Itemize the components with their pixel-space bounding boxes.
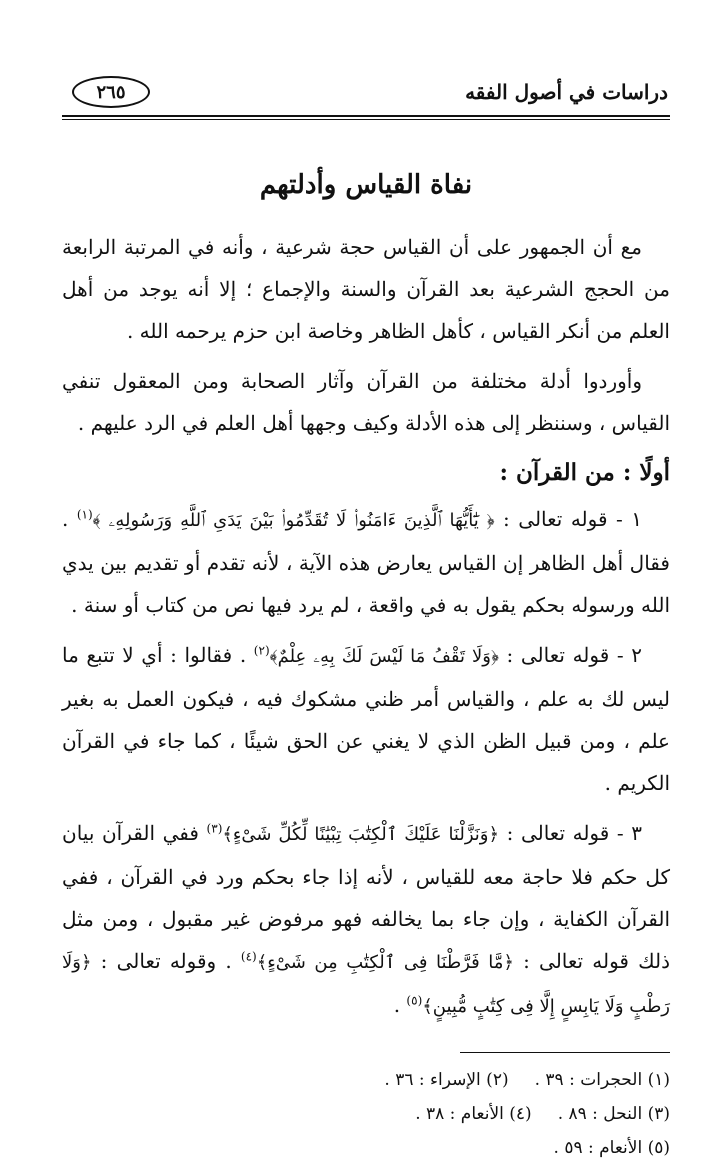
item-3-verse-2: ﴿مَّا فَرَّطْنَا فِى ٱلْكِتَٰبِ مِن شَىْءٍ﴾	[256, 952, 514, 973]
book-page	[62, 60, 670, 1165]
item-3	[62, 812, 670, 1028]
paragraph-intro: مع أن الجمهور على أن القياس حجة شرعية ، وأنه في المرتبة الرابعة من الحجج الشرعية بعد القرآن والسنة والإجماع ؛ إلا أنه يوجد من أهل العلم من أنكر القياس ، كأهل الظاهر وخاصة ابن حزم يرحمه الله .	[62, 235, 670, 343]
footnote-row	[62, 1131, 670, 1165]
footnote-5: (٥) الأنعام : ٥٩ .	[553, 1138, 670, 1158]
item-3-footnote-ref[interactable]: (٣)	[206, 821, 223, 836]
item-3-lead: ٣ - قوله تعالى :	[499, 821, 642, 845]
item-1-rest: فقال أهل الظاهر إن القياس يعارض هذه الآية ، لأنه تقدم أو تقديم بين يدي الله ورسوله بحكم يقول به في واقعة ، لم يرد فيها نص من كتاب أو سنة .	[62, 551, 670, 617]
item-3-verse: ﴿وَنَزَّلْنَا عَلَيْكَ ٱلْكِتَٰبَ تِبْيَٰنًا لِّكُلِّ شَىْءٍ﴾	[222, 824, 500, 845]
footnote-4: (٤) الأنعام : ٣٨ .	[415, 1104, 532, 1124]
item-1-verse: ﴿ يَٰٓأَيُّهَا ٱلَّذِينَ ءَامَنُوا۟ لَا تُقَدِّمُوا۟ بَيْنَ يَدَىِ ٱللَّهِ وَرَسُولِهِۦ ﴾	[92, 510, 495, 531]
item-3-footnote-ref-3[interactable]: (٥)	[406, 993, 423, 1008]
item-2	[62, 634, 670, 804]
item-3-verse-3: ﴿وَلَا رَطْبٍ وَلَا يَابِسٍ إِلَّا فِى كِتَٰبٍ مُّبِينٍ﴾	[62, 952, 670, 1017]
footnote-3: (٣) النحل : ٨٩ .	[557, 1104, 670, 1124]
item-1	[62, 498, 670, 626]
item-2-lead: ٢ - قوله تعالى :	[498, 643, 642, 667]
page-header	[62, 60, 670, 118]
footnotes	[62, 1063, 670, 1165]
paragraph-evidence: وأوردوا أدلة مختلفة من القرآن وآثار الصحابة ومن المعقول تنفي القياس ، وسننظر إلى هذه الأدلة وكيف وجهها أهل العلم في الرد عليهم .	[62, 369, 670, 435]
page-number: ٢٦٥	[72, 76, 150, 108]
item-2-verse: ﴿وَلَا تَقْفُ مَا لَيْسَ لَكَ بِهِۦ عِلْمٌ﴾	[269, 646, 499, 667]
footnote-2: (٢) الإسراء : ٣٦ .	[384, 1070, 509, 1090]
chapter-title: نفاة القياس وأدلتهم	[259, 170, 473, 200]
item-3-after: ففي القرآن بيان كل حكم فلا حاجة معه للقياس ، لأنه إذا جاء بحكم ورد في القرآن ، ففي القرآن الكفاية ، وإن جاء بما يخالفه فهو مرفوض غير مقبول ، ومن مثل ذلك قوله تعالى :	[62, 821, 670, 973]
header-rule	[62, 115, 670, 117]
footnote-rule	[460, 1052, 670, 1053]
header-rule-thin	[62, 119, 670, 120]
item-3-footnote-ref-2[interactable]: (٤)	[240, 949, 257, 964]
item-1-lead: ١ - قوله تعالى :	[494, 507, 642, 531]
footnote-row	[62, 1097, 670, 1131]
running-title: دراسات في أصول الفقه	[465, 80, 668, 104]
item-3-after-3: .	[393, 993, 407, 1017]
item-1-footnote-ref[interactable]: (١)	[76, 507, 93, 522]
section-heading: أولًا : من القرآن :	[499, 459, 670, 486]
item-1-after: .	[62, 507, 77, 531]
item-2-footnote-ref[interactable]: (٢)	[253, 643, 270, 658]
footnote-row	[62, 1063, 670, 1097]
item-2-after: . فقالوا : أي لا تتبع ما ليس لك به علم ، والقياس أمر ظني مشكوك فيه ، فيكون العمل به بغير علم ، ومن قبيل الظن الذي لا يغني عن الحق شيئًا ، كما جاء في القرآن الكريم .	[62, 643, 670, 795]
item-3-after-2: . وقوله تعالى :	[91, 949, 241, 973]
footnote-1: (١) الحجرات : ٣٩ .	[534, 1070, 670, 1090]
